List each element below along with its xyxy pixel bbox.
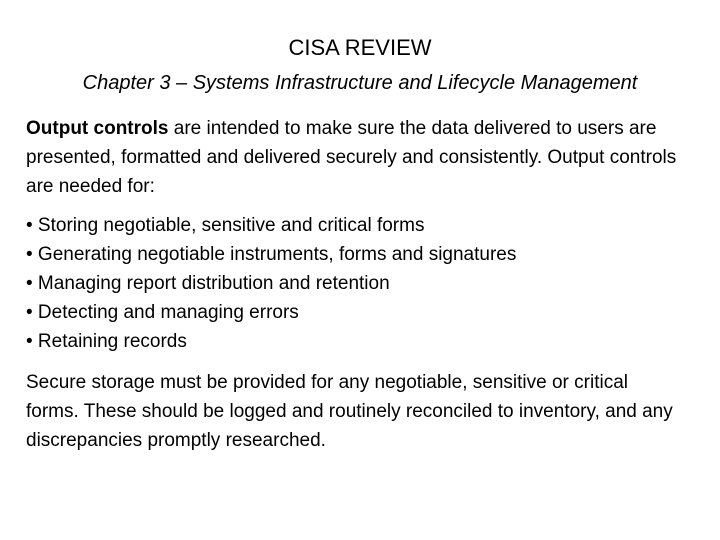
slide-subtitle: Chapter 3 – Systems Infrastructure and Lifecycle Management: [82, 72, 638, 94]
intro-text: are intended to make sure the data delivered to users are presented, formatted and delivered securely and consistently. Output controls are needed for:: [26, 118, 677, 197]
bullet-list: [26, 211, 686, 356]
bullet-item: • Storing negotiable, sensitive and critical forms: [26, 215, 425, 236]
bullet-item: • Generating negotiable instruments, forms and signatures: [26, 244, 517, 265]
slide-title: CISA REVIEW: [288, 35, 432, 60]
bullet-item: • Managing report distribution and retention: [26, 273, 390, 294]
bullet-item: • Detecting and managing errors: [26, 302, 299, 323]
bullet-item: • Retaining records: [26, 331, 187, 352]
slide-body: [26, 114, 686, 455]
intro-term: Output controls: [26, 118, 169, 139]
closing-paragraph: Secure storage must be provided for any negotiable, sensitive or critical forms. These should be logged and routinely reconciled to inventory, and any discrepancies promptly researched.: [26, 372, 673, 451]
intro-paragraph: [26, 114, 686, 201]
